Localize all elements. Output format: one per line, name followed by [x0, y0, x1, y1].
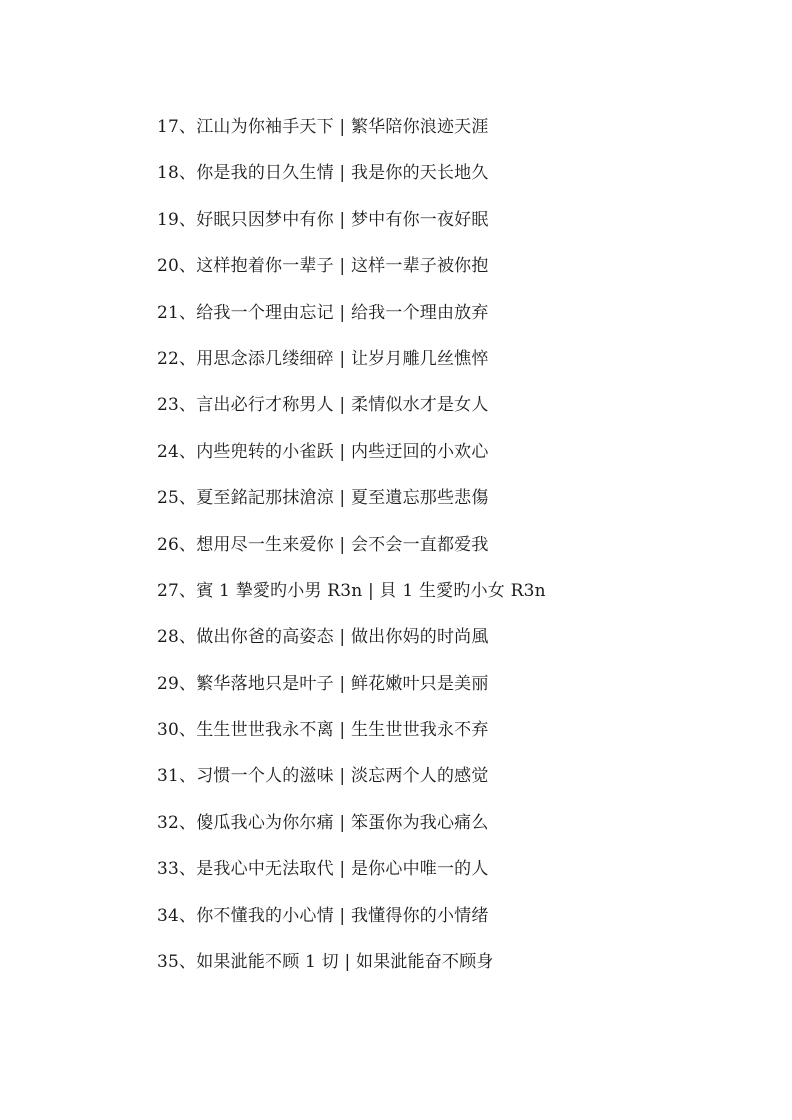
- list-item: 34、你不懂我的小心情 | 我懂得你的小情绪: [157, 905, 489, 926]
- list-item: 25、夏至銘記那抹滄涼 | 夏至遺忘那些悲傷: [157, 488, 489, 509]
- couplet-list: [157, 113, 757, 994]
- list-item: 35、如果泚能不顾 1 切 | 如果泚能奋不顾身: [157, 952, 494, 973]
- list-item: 32、傻瓜我心为你尔痛 | 笨蛋你为我心痛么: [157, 812, 489, 833]
- list-item: 20、这样抱着你一辈子 | 这样一辈子被你抱: [157, 256, 489, 277]
- list-item: 31、习惯一个人的滋味 | 淡忘两个人的感觉: [157, 766, 489, 787]
- list-item: 28、做出你爸的高姿态 | 做出你妈的时尚風: [157, 627, 489, 648]
- list-item: 17、江山为你袖手天下 | 繁华陪你浪迹天涯: [157, 117, 489, 137]
- list-item: 26、想用尽一生来爱你 | 会不会一直都爱我: [157, 534, 489, 555]
- list-item: 21、给我一个理由忘记 | 给我一个理由放弃: [157, 302, 489, 323]
- list-item: 18、你是我的日久生情 | 我是你的天长地久: [157, 163, 489, 184]
- list-item: 22、用思念添几缕细碎 | 让岁月雕几丝憔悴: [157, 348, 489, 369]
- list-item: 29、繁华落地只是叶子 | 鲜花嫩叶只是美丽: [157, 673, 489, 694]
- list-item: 30、生生世世我永不离 | 生生世世我永不弃: [157, 720, 489, 741]
- list-item: 24、内些兜转的小雀跃 | 内些迂回的小欢心: [157, 441, 489, 462]
- list-item: 23、言出必行才称男人 | 柔情似水才是女人: [157, 395, 489, 416]
- list-item: 33、是我心中无法取代 | 是你心中唯一的人: [157, 859, 489, 880]
- list-item: 19、好眠只因梦中有你 | 梦中有你一夜好眠: [157, 209, 489, 230]
- list-item: 27、賓 1 摯愛旳小男 R3n | 貝 1 生愛旳小女 R3n: [157, 580, 546, 601]
